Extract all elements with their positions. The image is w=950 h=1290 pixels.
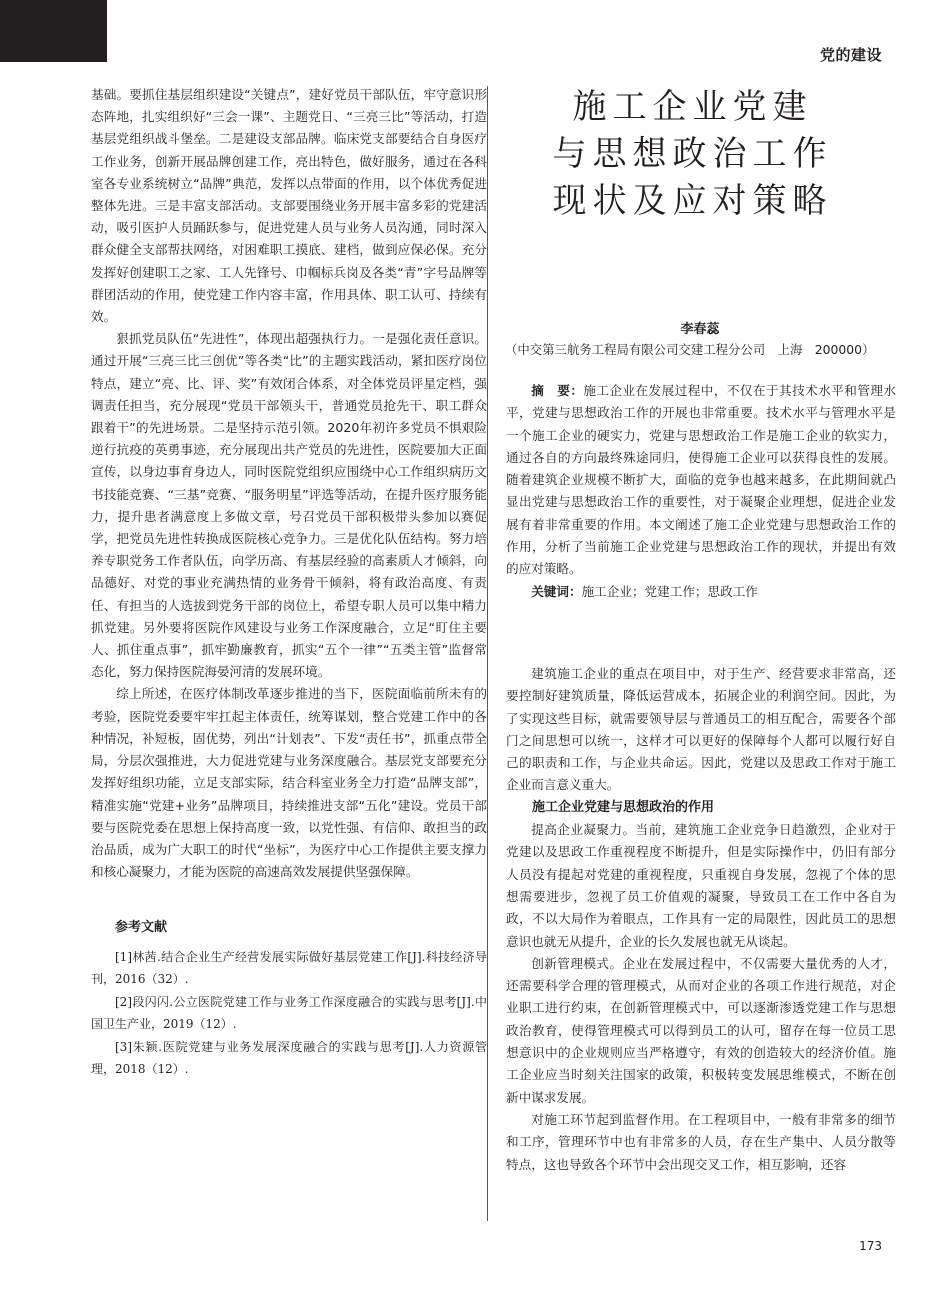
left-paragraph-1: 基础。要抓住基层组织建设“关键点”，建好党员干部队伍，牢守意识形态阵地，扎实组织好“三会一课”、主题党日、“三亮三比”等活动，打造基层党组织战斗堡垒。二是建设支部品牌。临床党支部要结合自身医疗工作业务，创新开展品牌创建工作，亮出特色，做好服务，通过在各科室各专业系统树立“品牌”典范，发挥以点带面的作用，以个体优秀促进整体先进。三是丰富支部活动。支部要围绕业务开展丰富多彩的党建活动，吸引医护人员踊跃参与，促进党建人员与业务人员沟通，同时深入群众健全支部帮扶网络，对困难职工摸底、建档，做到应保必保。充分发挥好创建职工之家、工人先锋号、巾帼标兵岗及各类“青”字号品牌等群团活动的作用，使党建工作内容丰富，作用具体、职工认可、持续有效。: [91, 87, 487, 325]
corner-decoration-block: [0, 0, 107, 62]
author-name: 李春蕊: [680, 322, 720, 337]
keywords-label: 关键词：: [531, 583, 582, 599]
abstract-text: 施工企业在发展过程中，不仅在于其技术水平和管理水平，党建与思想政治工作的开展也非常重要。技术水平与管理水平是一个施工企业的硬实力，党建与思想政治工作是施工企业的软实力，通过各自的方向最终殊途同归，使得施工企业可以获得良性的发展。随着建筑企业规模不断扩大，面临的竞争也越来越多，在此期间就凸显出党建与思想政治工作的重要性，对于凝聚企业理想，促进企业发展有着非常重要的作用。本文阐述了施工企业党建与思想政治工作的作用，分析了当前施工企业党建与思想政治工作的现状，并提出有效的应对策略。: [506, 383, 897, 577]
reference-item-3: [3]朱颖.医院党建与业务发展深度融合的实践与思考[J].人力资源管理，2018（12）.: [91, 1039, 487, 1077]
author-affiliation: （中交第三航务工程局有限公司交建工程分公司 上海 200000）: [505, 342, 875, 357]
abstract-paragraph: [506, 380, 896, 581]
reference-item-2: [2]段闪闪.公立医院党建工作与业务工作深度融合的实践与思考[J].中国卫生产业，2019（12）.: [91, 994, 487, 1032]
reference-item-1: [1]林茜.结合企业生产经营发展实际做好基层党建工作[J].科技经济导刊，2016（32）.: [91, 949, 487, 987]
title-line-2: 与思想政治工作: [552, 134, 833, 174]
right-column: [506, 663, 896, 1176]
right-paragraph-1: 提高企业凝聚力。当前，建筑施工企业竞争日趋激烈，企业对于党建以及思政工作重视程度不断提升，但是实际操作中，仍旧有部分人员没有提起对党建的重视程度，只重视自身发展，忽视了个体的思想需要进步，忽视了员工价值观的凝聚，导致员工在工作中各自为政，不以大局作为着眼点，工作具有一定的局限性，因此员工的思想意识也就无从提升，企业的长久发展也就无从谈起。: [506, 822, 896, 949]
left-paragraph-3: 综上所述，在医疗体制改革逐步推进的当下，医院面临前所未有的考验，医院党委要牢牢扛起主体责任，统筹谋划，整合党建工作中的各种情况，补短板，固优势，列出“计划表”、下发“责任书”，抓重点带全局，分层次强推进，大力促进党建与业务深度融合。基层党支部要充分发挥好组织功能，立足支部实际，结合科室业务全力打造“品牌支部”，精准实施“党建+业务”品牌项目，持续推进支部“五化”建设。党员干部要与医院党委在思想上保持高度一致，以党性强、有信仰、敢担当的政治品质，成为广大职工的时代“坐标”，为医疗中心工作提供主要支撑力和核心凝聚力，才能为医院的高速高效发展提供坚强保障。: [91, 686, 487, 880]
abstract-block: [506, 380, 896, 603]
title-line-3: 现状及应对策略: [552, 181, 833, 221]
abstract-label: 摘 要：: [531, 383, 584, 398]
right-paragraph-2: 创新管理模式。企业在发展过程中，不仅需要大量优秀的人才，还需要科学合理的管理模式，从而对企业的各项工作进行规范，对企业职工进行约束，在创新管理模式中，可以逐渐渗透党建工作与思想政治教育，使得管理模式可以得到员工的认可，留存在每一位员工思想意识中的企业规则应当严格遵守，有效的创造较大的经济价值。施工企业应当时刻关注国家的政策，积极转变发展思维模式，不断在创新中谋求发展。: [506, 955, 896, 1105]
title-line-1: 施工企业党建: [572, 87, 813, 127]
section-heading: 施工企业党建与思想政治的作用: [532, 799, 715, 815]
references-title: 参考文献: [115, 920, 168, 936]
section-tag: 党的建设: [819, 46, 882, 64]
left-paragraph-2: 狠抓党员队伍“先进性”，体现出超强执行力。一是强化责任意识。通过开展“三亮三比三创优”等各类“比”的主题实践活动，紧扣医疗岗位特点，建立“亮、比、评、奖”有效闭合体系，对全体党员评星定档，强调责任担当，充分展现“党员干部领头干，普通党员抢先干、职工群众跟着干”的先进场景。二是坚持示范引领。2020年初许多党员不惧艰险逆行抗疫的英勇事迹，充分展现出共产党员的先进性，医院要加大正面宣传，以身边事育身边人，同时医院党组织应围绕中心工作组织病历文书技能竞赛、“三基”竞赛、“服务明星”评选等活动，在提升医疗服务能力，提升患者满意度上多做文章，号召党员干部积极带头参加以赛促学，把党员先进性转换成医院核心竞争力。三是优化队伍结构。努力培养专职党务工作者队伍，向学历高、有基层经验的高素质人才倾斜，向品德好、对党的事业充满热情的业务骨干倾斜，将有政治高度、有责任、有担当的人选拔到党务干部的岗位上，希望专职人员可以集中精力抓党建。另外要将医院作风建设与业务工作深度融合，立足“盯住主要人、抓住重点事”，抓牢勤廉教育，抓实“五个一律”“五类主管”监督常态化，努力保持医院海晏河清的发展环境。: [91, 331, 487, 680]
right-paragraph-3: 对施工环节起到监督作用。在工程项目中，一般有非常多的细节和工序，管理环节中也有非常多的人员，存在生产集中、人员分散等特点，这也导致各个环节中会出现交叉工作，相互影响，还容: [506, 1111, 896, 1172]
left-column: [91, 84, 487, 1081]
page-number: 173: [859, 1239, 882, 1253]
keywords-line: [506, 581, 896, 603]
column-divider: [487, 86, 488, 1221]
keywords-text: 施工企业；党建工作；思政工作: [581, 583, 758, 599]
intro-paragraph: 建筑施工企业的重点在项目中，对于生产、经营要求非常高，还要控制好建筑质量，降低运营成本，拓展企业的利润空间。因此，为了实现这些目标，就需要领导层与普通员工的相互配合，需要各个部门之间思想可以统一，这样才可以更好的保障每个人都可以履行好自己的职责和工作，与企业共命运。因此，党建以及思政工作对于施工企业而言意义重大。: [506, 666, 896, 793]
article-title: [515, 84, 870, 225]
